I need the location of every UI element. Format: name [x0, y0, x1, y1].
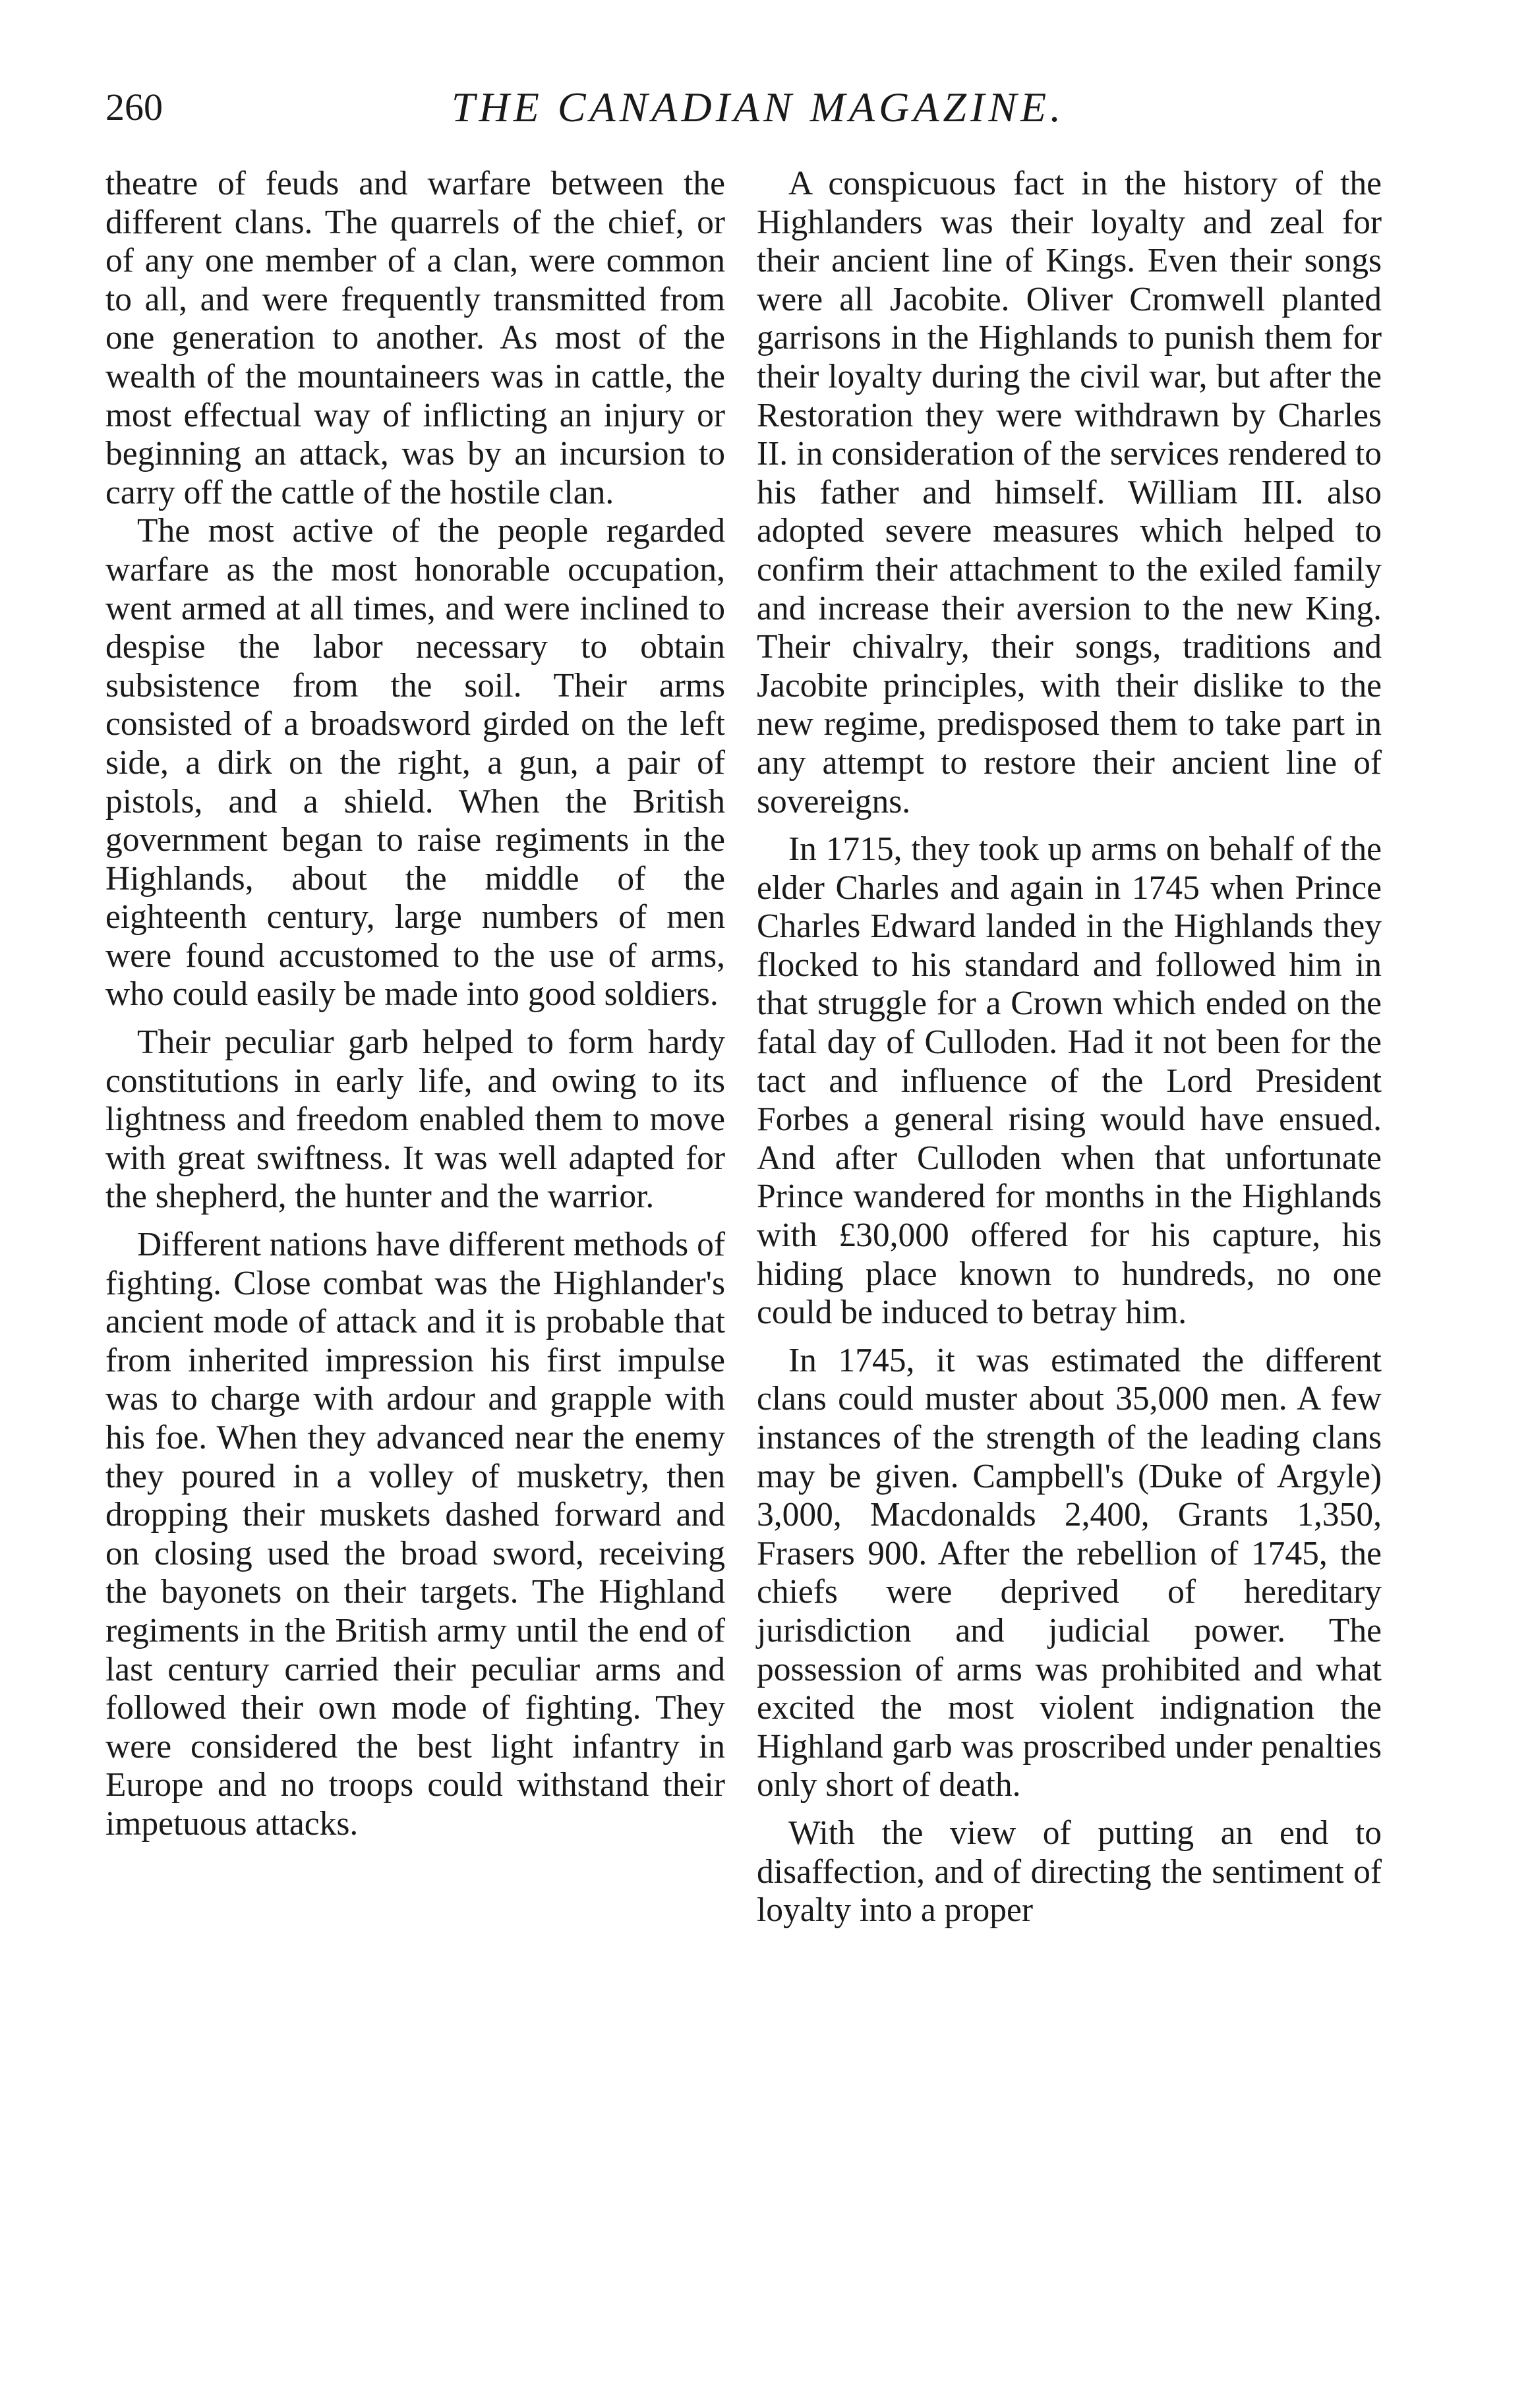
page-header [105, 78, 1411, 137]
right-column [757, 165, 1382, 1930]
left-column [105, 165, 725, 1844]
paragraph: In 1715, they took up arms on behalf of the elder Charles and again in 1745 when Prince Charles Edward landed in the Highlands they flocked to his standard and followed him in that struggle for a Crown which ended on the fatal day of Culloden. Had it not been for the tact and influence of the Lord President Forbes a general rising would have ensued. And after Culloden when that unfortunate Prince wandered for months in the Highlands with £30,000 offered for his capture, his hiding place known to hundreds, no one could be induced to betray him. [757, 830, 1382, 1332]
paragraph: A conspicuous fact in the history of the Highlanders was their loyalty and zeal for their ancient line of Kings. Even their songs were all Jacobite. Oliver Cromwell planted garrisons in the Highlands to punish them for their loyalty during the civil war, but after the Restoration they were withdrawn by Charles II. in consideration of the services rendered to his father and himself. William III. also adopted severe measures which helped to confirm their attachment to the exiled family and increase their aversion to the new King. Their chivalry, their songs, traditions and Jacobite principles, with their dislike to the new regime, predisposed them to take part in any attempt to restore their ancient line of sovereigns. [757, 165, 1382, 820]
paragraph: Their peculiar garb helped to form hardy constitutions in early life, and owing to its lightness and freedom enabled them to move with great swiftness. It was well adapted for the shepherd, the hunter and the warrior. [105, 1023, 725, 1216]
running-title: THE CANADIAN MAGAZINE. [451, 84, 1065, 130]
paragraph: Different nations have different methods of fighting. Close combat was the Highlander's ancient mode of attack and it is probable that from inherited impression his first impulse was to charge with ardour and grapple with his foe. When they advanced near the enemy they poured in a volley of musketry, then dropping their muskets dashed forward and on closing used the broad sword, receiving the bayonets on their targets. The Highland regiments in the British army until the end of last century carried their peculiar arms and followed their own mode of fighting. They were considered the best light infantry in Europe and no troops could withstand their impetuous attacks. [105, 1226, 725, 1843]
paragraph: theatre of feuds and warfare between the different clans. The quarrels of the chief, or of any one member of a clan, were common to all, and were frequently transmitted from one generation to another. As most of the wealth of the mountaineers was in cattle, the most effectual way of inflicting an injury or beginning an attack, was by an incursion to carry off the cattle of the hostile clan. [105, 165, 725, 511]
paragraph: In 1745, it was estimated the different clans could muster about 35,000 men. A few instances of the strength of the leading clans may be given. Campbell's (Duke of Argyle) 3,000, Macdonalds 2,400, Grants 1,350, Frasers 900. After the rebellion of 1745, the chiefs were deprived of hereditary jurisdiction and judicial power. The possession of arms was prohibited and what excited the most violent indignation the Highland garb was proscribed under penalties only short of death. [757, 1341, 1382, 1804]
paragraph: The most active of the people regarded warfare as the most honorable occupation, went armed at all times, and were inclined to despise the labor necessary to obtain subsistence from the soil. Their arms consisted of a broadsword girded on the left side, a dirk on the right, a gun, a pair of pistols, and a shield. When the British government began to raise regiments in the Highlands, about the middle of the eighteenth century, large numbers of men were found accustomed to the use of arms, who could easily be made into good soldiers. [105, 512, 725, 1014]
page-number: 260 [105, 86, 163, 129]
paragraph: With the view of putting an end to disaffection, and of directing the sentiment of loyalty into a proper [757, 1814, 1382, 1930]
